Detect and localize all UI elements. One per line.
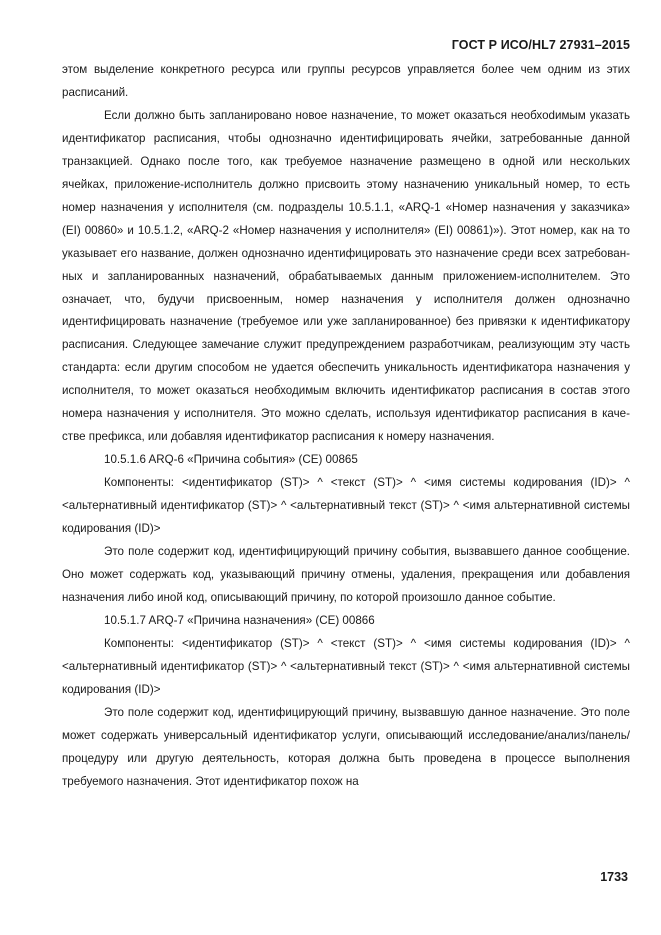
paragraph-arq-6-description: Это поле содержит код, идентифицирующий причину события, вызвавшего данное сообщение. Оно может содержать код, указывающий причину отмены, удаления, прекращения или добавления назначения либо иной код, описывающий причину, по которой произошло данное событие. [62,545,630,604]
paragraph-schedule-id: Если должно быть запланировано новое назначение, то может оказаться необхоdимым указать идентификатор расписания, чтобы однозначно идентифицировать ячейки, затребованные данной транзакцией. Однако после того, как требуемое назначение размещено в одной или нескольких ячейках, приложение-исполнитель должно присвоить этому назначению уникальный номер, то есть номер назначения у исполнителя (см. подразделы 10.5.1.1, «ARQ-1 «Номер назначения у заказчика» (EI) 00860» и 10.5.1.2, «ARQ-2 «Номер назначения у исполнителя» (EI) 00861)»). Этот номер, как на то указывает его название, должен однозначно идентифицировать это назначение среди всех затребованных и запланированных назначений, обрабатываемых данным приложением-исполнителем. Это означает, что, будучи присвоенным, номер назначения у исполнителя должен однозначно идентифицировать назначение (требуемое или уже запланированное) без привязки к идентификатору расписания. Следующее замечание служит предупреждением разработчикам, реализующим эту часть стандарта: если другим способом не удается обеспечить уникальность идентификатора назначения у исполнителя, то может оказаться необходимым включить идентификатор расписания в состав этого номера назначения у исполнителя. Это можно сделать, используя идентификатор расписания в качестве префикса, или добавляя идентификатор расписания к номеру назначения. [62,108,630,444]
paragraph-arq-7-description: Это поле содержит код, идентифицирующий причину, вызвавшую данное назначение. Это поле может содержать универсальный идентификатор услуги, описывающий исследование/анализ/панель/процедуру или другую деятельность, которая должна быть проведена в процессе выполнения требуемого назначения. Этот идентификатор похож на [62,705,630,788]
section-heading-arq-7: 10.5.1.7 ARQ-7 «Причина назначения» (CE) 00866 [104,613,375,627]
paragraph-arq-7-components: Компоненты: <идентификатор (ST)> ^ <текст (ST)> ^ <имя системы кодирования (ID)> ^ <альтернативный идентификатор (ST)> ^ <альтернативный текст (ST)> ^ <имя альтернативной системы кодирования (ID)> [62,636,630,696]
section-heading-arq-6: 10.5.1.6 ARQ-6 «Причина события» (CE) 00865 [104,453,358,467]
paragraph-arq-6-components: Компоненты: <идентификатор (ST)> ^ <текст (ST)> ^ <имя системы кодирования (ID)> ^ <альтернативный идентификатор (ST)> ^ <альтернативный текст (ST)> ^ <имя альтернативной системы кодирования (ID)> [62,476,630,536]
document-header: ГОСТ Р ИСО/HL7 27931–2015 [451,38,630,52]
page-number: 1733 [600,870,628,884]
document-body [62,59,630,794]
paragraph-continuation: этом выделение конкретного ресурса или группы ресурсов управляется более чем одним из этих расписаний. [62,63,630,99]
